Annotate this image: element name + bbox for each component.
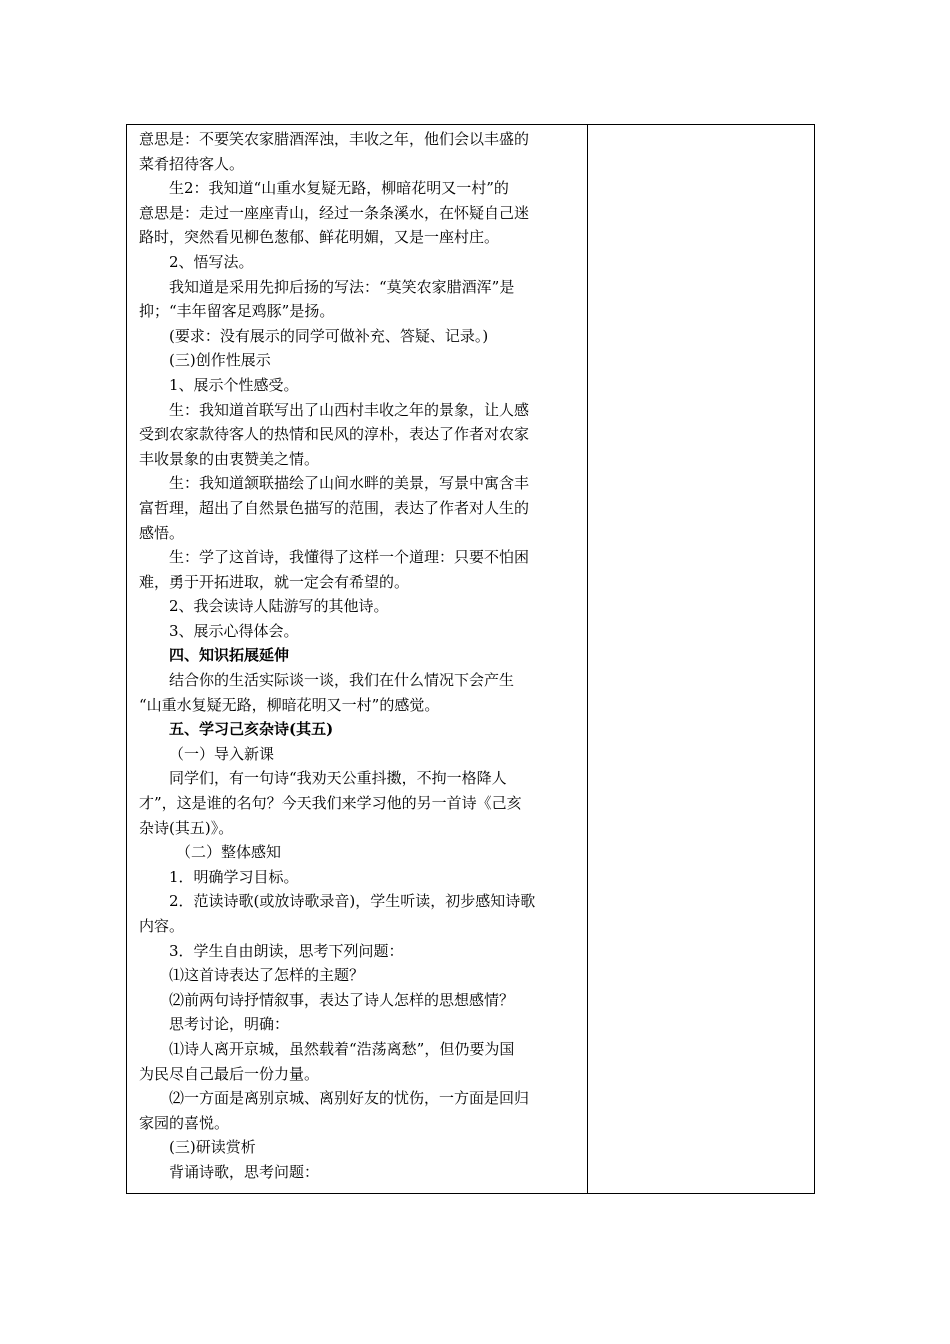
text-line: 才”，这是谁的名句？今天我们来学习他的另一首诗《己亥 xyxy=(139,794,522,813)
text-line: 路时，突然看见柳色葱郁、鲜花明媚，又是一座村庄。 xyxy=(139,228,500,247)
text-line: 难，勇于开拓进取，就一定会有希望的。 xyxy=(139,572,410,591)
text-line: “山重水复疑无路，柳暗花明又一村”的感觉。 xyxy=(139,695,440,714)
text-line: （二）整体感知 xyxy=(176,843,282,862)
text-line: 生：我知道颔联描绘了山间水畔的美景，写景中寓含丰 xyxy=(169,474,530,493)
text-line: 生：我知道首联写出了山西村丰收之年的景象，让人感 xyxy=(169,400,530,419)
section-heading: 四、知识拓展延伸 xyxy=(169,646,290,665)
text-line: 1、展示个性感受。 xyxy=(169,375,299,394)
text-line: 菜肴招待客人。 xyxy=(139,154,245,173)
text-line: ⑴诗人离开京城，虽然载着“浩荡离愁”，但仍要为国 xyxy=(169,1039,515,1058)
text-line: (要求：没有展示的同学可做补充、答疑、记录。) xyxy=(169,326,489,345)
text-line: 背诵诗歌，思考问题： xyxy=(169,1162,320,1181)
lesson-content-column xyxy=(127,125,588,1193)
text-line: (三)研读赏析 xyxy=(169,1138,256,1157)
text-line: 意思是：走过一座座青山，经过一条条溪水，在怀疑自己迷 xyxy=(139,203,530,222)
text-line: (三)创作性展示 xyxy=(169,351,271,370)
text-line: 为民尽自己最后一份力量。 xyxy=(139,1064,320,1083)
text-line: 家园的喜悦。 xyxy=(139,1113,230,1132)
text-line: 感悟。 xyxy=(139,523,185,542)
notes-column xyxy=(588,125,814,1193)
text-line: ⑴这首诗表达了怎样的主题？ xyxy=(169,966,365,985)
text-line: 结合你的生活实际谈一谈，我们在什么情况下会产生 xyxy=(169,671,515,690)
text-line: 3．学生自由朗读，思考下列问题： xyxy=(169,941,404,960)
text-line: 我知道是采用先抑后扬的写法：“莫笑农家腊酒浑”是 xyxy=(169,277,515,296)
text-line: 受到农家款待客人的热情和民风的淳朴，表达了作者对农家 xyxy=(139,425,530,444)
text-line: 2．范读诗歌(或放诗歌录音)，学生听读，初步感知诗歌 xyxy=(169,892,536,911)
text-line: 2、悟写法。 xyxy=(169,252,254,271)
text-line: 内容。 xyxy=(139,917,185,935)
text-line: ⑵一方面是离别京城、离别好友的忧伤，一方面是回归 xyxy=(169,1089,530,1108)
text-line: 杂诗(其五)》。 xyxy=(139,818,234,837)
text-line: ⑵前两句诗抒情叙事，表达了诗人怎样的思想感情？ xyxy=(169,990,515,1009)
text-line: 富哲理，超出了自然景色描写的范围，表达了作者对人生的 xyxy=(139,498,530,517)
text-line: 1．明确学习目标。 xyxy=(169,867,299,886)
text-line: 同学们，有一句诗“我劝天公重抖擞，不拘一格降人 xyxy=(169,769,507,788)
lesson-plan-table xyxy=(126,124,815,1194)
text-line: 2、我会读诗人陆游写的其他诗。 xyxy=(169,597,389,616)
text-line: 思考讨论，明确： xyxy=(169,1015,290,1034)
text-line: 丰收景象的由衷赞美之情。 xyxy=(139,449,320,468)
text-line: 生2：我知道“山重水复疑无路，柳暗花明又一村”的 xyxy=(169,179,509,198)
text-line: 抑；“丰年留客足鸡豚”是扬。 xyxy=(139,302,335,321)
text-line: 意思是：不要笑农家腊酒浑浊，丰收之年，他们会以丰盛的 xyxy=(139,130,530,148)
text-line: （一）导入新课 xyxy=(169,744,275,763)
section-heading: 五、学习己亥杂诗(其五) xyxy=(169,720,334,739)
text-line: 3、展示心得体会。 xyxy=(169,621,299,640)
text-line: 生：学了这首诗，我懂得了这样一个道理：只要不怕困 xyxy=(169,548,530,567)
